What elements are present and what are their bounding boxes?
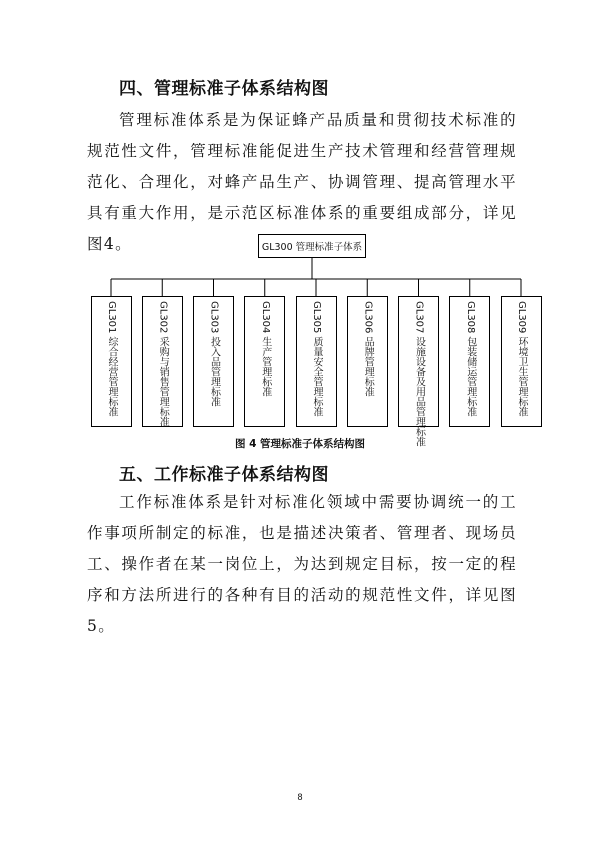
child-node-box (398, 296, 439, 447)
child-node-label: GL304 生产管理标准 (259, 301, 271, 397)
section-5-paragraph: 工作标准体系是针对标准化领域中需要协调统一的工作事项所制定的标准，也是描述决策者、管理者、现场员工、操作者在某一岗位上，为达到规定目标，按一定的程序和方法所进行的各种有目的活动的规范性文件，详见图5。 (87, 493, 517, 635)
child-node-label: GL302 采购与销售管理标准 (157, 301, 169, 427)
child-node-box (91, 296, 132, 427)
child-node-box (347, 296, 388, 427)
child-node-label: GL303 投入品管理标准 (208, 301, 220, 407)
child-node-label: GL309 环境卫生管理标准 (516, 301, 527, 417)
child-node-box (501, 296, 542, 427)
page-number: 8 (297, 792, 303, 802)
child-node-box (244, 296, 285, 427)
child-node-box (449, 296, 490, 427)
child-node-label: GL306 品牌管理标准 (362, 301, 374, 397)
child-node-label: GL307 设施设备及用品管理标准 (413, 301, 425, 447)
root-node-box: GL300 管理标准子体系 (258, 234, 366, 258)
child-node-label: GL305 质量安全管理标准 (311, 301, 322, 417)
child-node-label: GL308 包装储运管理标准 (464, 301, 476, 417)
section-5-heading: 五、工作标准子体系结构图 (119, 465, 329, 485)
child-node-box (142, 296, 183, 427)
child-node-box (296, 296, 337, 427)
section-4-heading: 四、管理标准子体系结构图 (119, 79, 329, 99)
section-4-paragraph: 管理标准体系是为保证蜂产品质量和贯彻技术标准的规范性文件，管理标准能促进生产技术管理和经营管理规范化、合理化，对蜂产品生产、协调管理、提高管理水平具有重大作用，是示范区标准体系的重要组成部分，详见图4。 (87, 111, 517, 253)
child-node-label: GL301 综合经营管理标准 (106, 301, 117, 417)
child-node-box (193, 296, 234, 427)
figure-4-caption: 图 4 管理标准子体系结构图 (234, 438, 366, 450)
